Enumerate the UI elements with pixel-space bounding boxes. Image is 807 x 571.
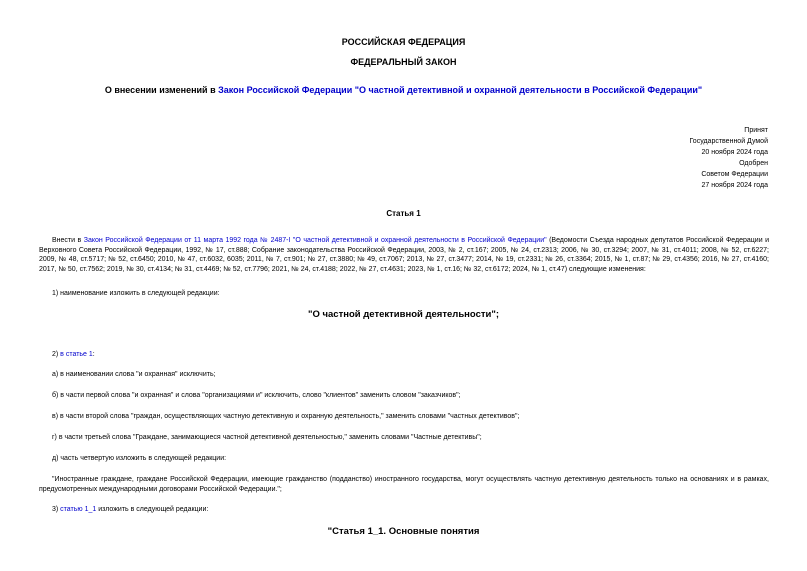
adoption-date: 20 ноября 2024 года [701,149,768,156]
quoted-text: "Иностранные граждане, граждане Российской Федерации, имеющие гражданство (подданство) иностранного государства, могут осуществлять частную детективную деятельность только на основаниях и в рамках, предусмотренных международными договорами Российской Федерации."; [39,476,769,493]
item-3 [52,506,769,513]
item-1: 1) наименование изложить в следующей редакции: [52,290,220,297]
adoption-line: Советом Федерации [701,171,768,178]
intro-law-link[interactable]: Закон Российской Федерации от 11 марта 1992 года № 2487-I "О частной детективной и охранной деятельности в Российской Федерации" [83,237,547,244]
sub-item-v: в) в части второй слова "граждан, осуществляющих частную детективную и охранную деятельность," заменить словами "частных детективов"; [52,413,520,420]
adoption-block [689,125,768,191]
item-3-prefix: 3) [52,506,61,513]
item-3-suffix: изложить в следующей редакции: [96,506,209,513]
sub-item-b: б) в части первой слова "и охранная" и слова "организациями и" исключить, слово "клиентов" заменить словом "заказчиков"; [52,392,461,399]
sub-item-a: а) в наименовании слова "и охранная" исключить; [52,371,216,378]
new-article-heading: "Статья 1_1. Основные понятия [327,526,480,537]
country-heading: РОССИЙСКАЯ ФЕДЕРАЦИЯ [341,37,466,47]
sub-item-d: д) часть четвертую изложить в следующей редакции: [52,455,227,462]
law-title-prefix: О внесении изменений в [104,85,219,95]
item-3-link[interactable]: статью 1_1 [60,506,97,513]
item-2-prefix: 2) [52,351,61,358]
new-law-title: "О частной детективной деятельности"; [307,309,500,320]
adoption-line: Государственной Думой [689,138,768,145]
law-title-link[interactable]: Закон Российской Федерации "О частной детективной и охранной деятельности в Российской Федерации" [218,85,703,95]
intro-prefix: Внести в [52,237,84,244]
adoption-line: Одобрен [739,160,768,167]
sub-item-g: г) в части третьей слова "Граждане, занимающиеся частной детективной деятельностью," заменить словами "Частные детективы"; [52,434,482,441]
adoption-date: 27 ноября 2024 года [701,182,768,189]
law-title [0,85,807,95]
item-2 [52,351,769,358]
intro-rest: (Ведомости Съезда народных депутатов Российской Федерации и Верховного Совета Российской Федерации, 1992, № 17, ст.888; Собрание законодательства Российской Федерации, 2003, № 2, ст.167; 2005, № 24, ст.2313; 2006, № 30, ст.3294; 2007, № 31, ст.4011; 2008, № 52, ст.6227; 2009, № 48, ст.5717; № 52, ст.6450; 2010, № 47, ст.6032, 6035; 2011, № 7, ст.901; № 27, ст.3880; № 49, ст.7067; 2013, № 27, ст.3477; 2014, № 19, ст.2331; № 26, ст.3364; 2015, № 1, ст.87; № 29, ст.4356; 2016, № 27, ст.4160; 2017, № 50, ст.7562; 2019, № 30, ст.4134; № 31, ст.4469; № 52, ст.7796; 2021, № 24, ст.4188; 2022, № 27, ст.4631; 2023, № 1, ст.16; № 32, ст.6172; 2024, № 1, ст.47) следующие изменения: [39,237,770,273]
doc-type-heading: ФЕДЕРАЛЬНЫЙ ЗАКОН [350,57,457,67]
article-1-intro [39,236,769,274]
item-2-suffix: : [92,351,95,358]
article-1-heading: Статья 1 [386,209,421,218]
adoption-line: Принят [744,127,768,134]
item-2-link[interactable]: в статье 1 [60,351,93,358]
